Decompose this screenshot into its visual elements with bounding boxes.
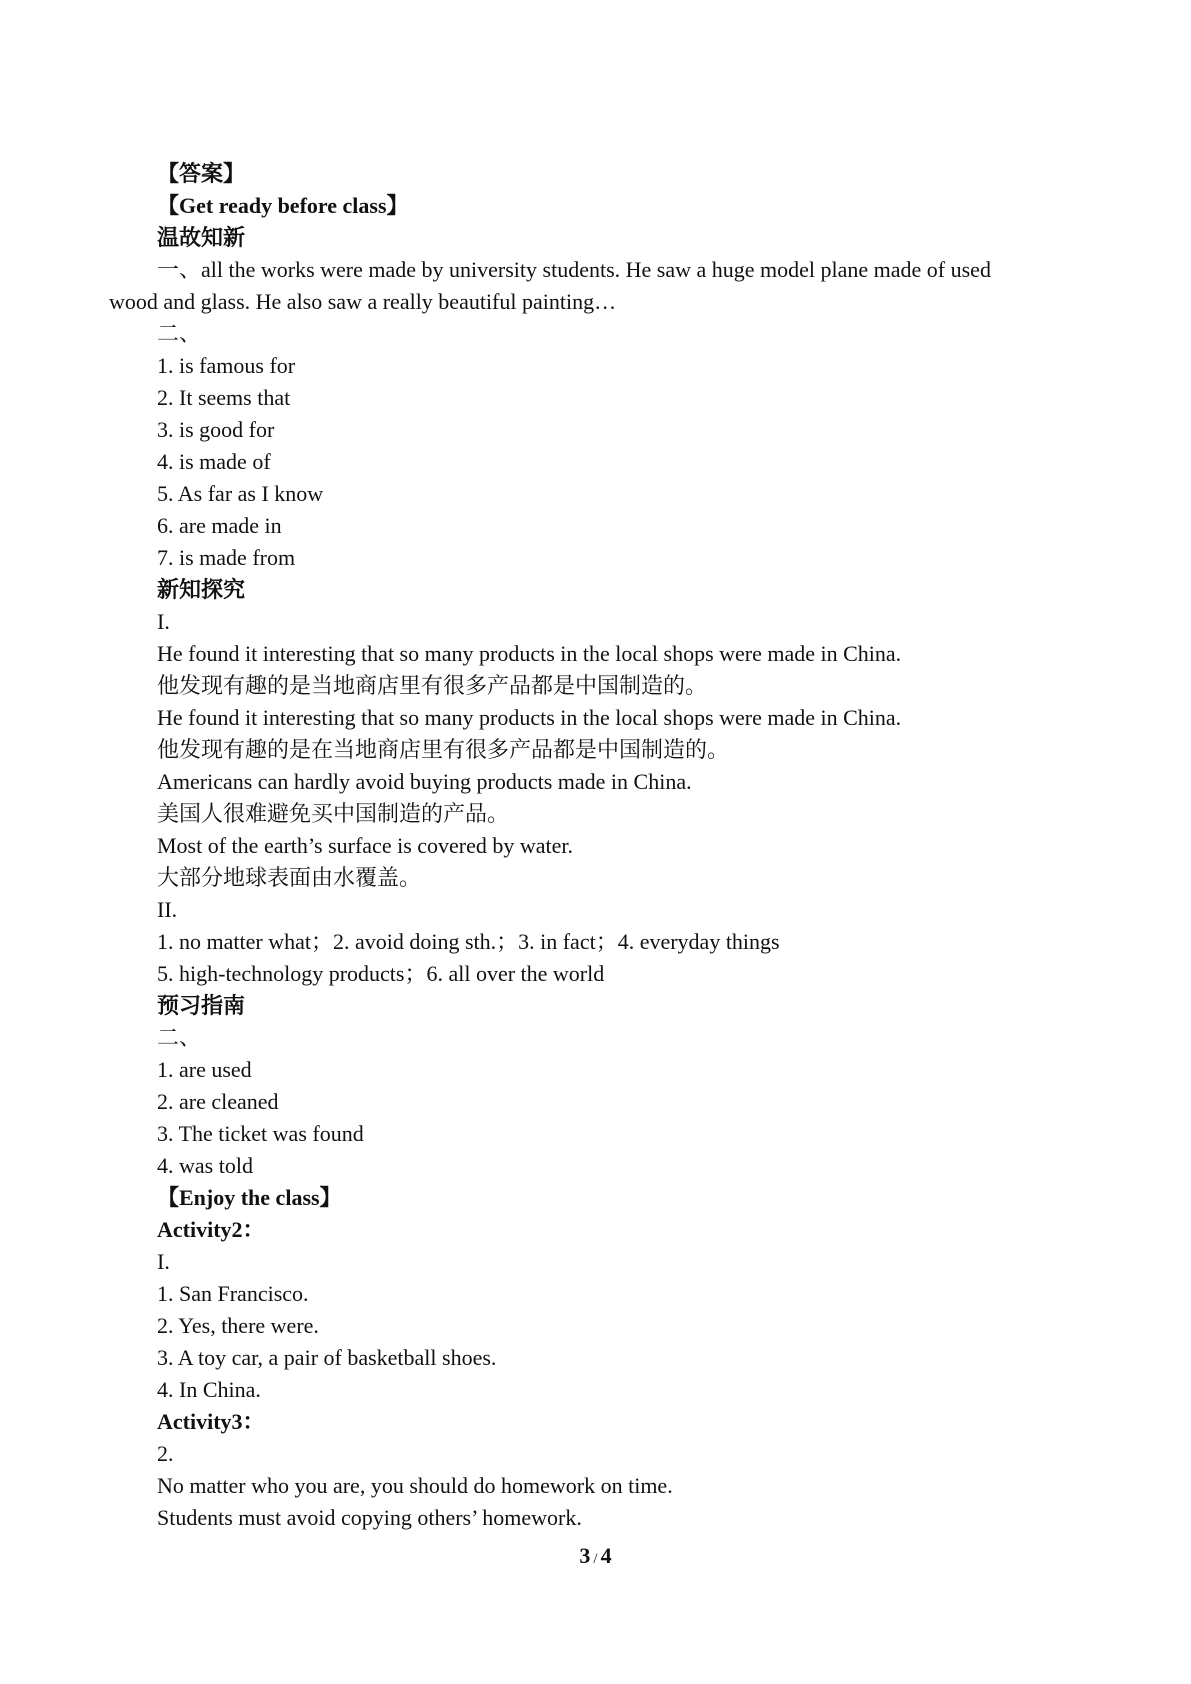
section-get-ready-heading: 【Get ready before class】 bbox=[157, 193, 409, 218]
sentence-chinese: 他发现有趣的是当地商店里有很多产品都是中国制造的。 bbox=[157, 673, 708, 698]
explore-part1-label: I. bbox=[157, 609, 170, 634]
page-number bbox=[0, 1542, 1191, 1573]
review-part1-paragraph bbox=[109, 254, 1092, 318]
explore-part2-line: 1. no matter what；2. avoid doing sth.；3. in fact；4. everyday things bbox=[157, 929, 780, 954]
sentence-english: Americans can hardly avoid buying products made in China. bbox=[157, 769, 692, 794]
activity2-list bbox=[157, 1278, 1092, 1406]
list-item: 6. are made in bbox=[157, 513, 282, 538]
explore-part2-line: 5. high-technology products；6. all over the world bbox=[157, 961, 605, 986]
sentence-chinese: 他发现有趣的是在当地商店里有很多产品都是中国制造的。 bbox=[157, 737, 730, 762]
list-item: 1. is famous for bbox=[157, 353, 296, 378]
page-separator: / bbox=[593, 1551, 598, 1567]
list-item: 2. Yes, there were. bbox=[157, 1313, 319, 1338]
sentence-chinese: 美国人很难避免买中国制造的产品。 bbox=[157, 801, 510, 826]
list-item: 1. San Francisco. bbox=[157, 1281, 309, 1306]
section-enjoy-heading: 【Enjoy the class】 bbox=[157, 1185, 342, 1210]
explore-title: 新知探究 bbox=[157, 577, 246, 602]
list-item: 4. is made of bbox=[157, 449, 271, 474]
activity3-line: No matter who you are, you should do homework on time. bbox=[157, 1473, 673, 1498]
current-page: 3 bbox=[579, 1543, 591, 1568]
preview-title: 预习指南 bbox=[157, 993, 246, 1018]
activity2-label: I. bbox=[157, 1249, 170, 1274]
review-title: 温故知新 bbox=[157, 225, 246, 250]
list-item: 2. It seems that bbox=[157, 385, 291, 410]
preview-part2-label: 二、 bbox=[157, 1025, 202, 1050]
sentence-english: He found it interesting that so many products in the local shops were made in China. bbox=[157, 705, 902, 730]
activity2-title: Activity2： bbox=[157, 1217, 265, 1242]
list-item: 5. As far as I know bbox=[157, 481, 324, 506]
list-item: 4. In China. bbox=[157, 1377, 261, 1402]
list-item: 7. is made from bbox=[157, 545, 296, 570]
answer-heading: 【答案】 bbox=[157, 161, 246, 186]
review-part1-line1: 一、all the works were made by university students. He saw a huge model plane made of used bbox=[157, 257, 991, 282]
activity3-line: Students must avoid copying others’ homework. bbox=[157, 1505, 582, 1530]
sentence-english: Most of the earth’s surface is covered by water. bbox=[157, 833, 574, 858]
review-part2-list bbox=[157, 350, 1092, 574]
activity3-title: Activity3： bbox=[157, 1409, 265, 1434]
list-item: 3. is good for bbox=[157, 417, 275, 442]
activity3-label: 2. bbox=[157, 1441, 174, 1466]
total-pages: 4 bbox=[600, 1543, 612, 1568]
answer-content bbox=[109, 158, 1092, 1534]
review-part2-label: 二、 bbox=[157, 321, 202, 346]
list-item: 3. The ticket was found bbox=[157, 1121, 364, 1146]
list-item: 4. was told bbox=[157, 1153, 253, 1178]
explore-part2-label: II. bbox=[157, 897, 178, 922]
explore-part1-list bbox=[157, 638, 1092, 894]
review-part1-line2: wood and glass. He also saw a really beautiful painting… bbox=[109, 289, 617, 314]
sentence-chinese: 大部分地球表面由水覆盖。 bbox=[157, 865, 422, 890]
list-item: 3. A toy car, a pair of basketball shoes. bbox=[157, 1345, 497, 1370]
preview-list bbox=[157, 1054, 1092, 1182]
sentence-english: He found it interesting that so many products in the local shops were made in China. bbox=[157, 641, 902, 666]
list-item: 2. are cleaned bbox=[157, 1089, 279, 1114]
list-item: 1. are used bbox=[157, 1057, 252, 1082]
